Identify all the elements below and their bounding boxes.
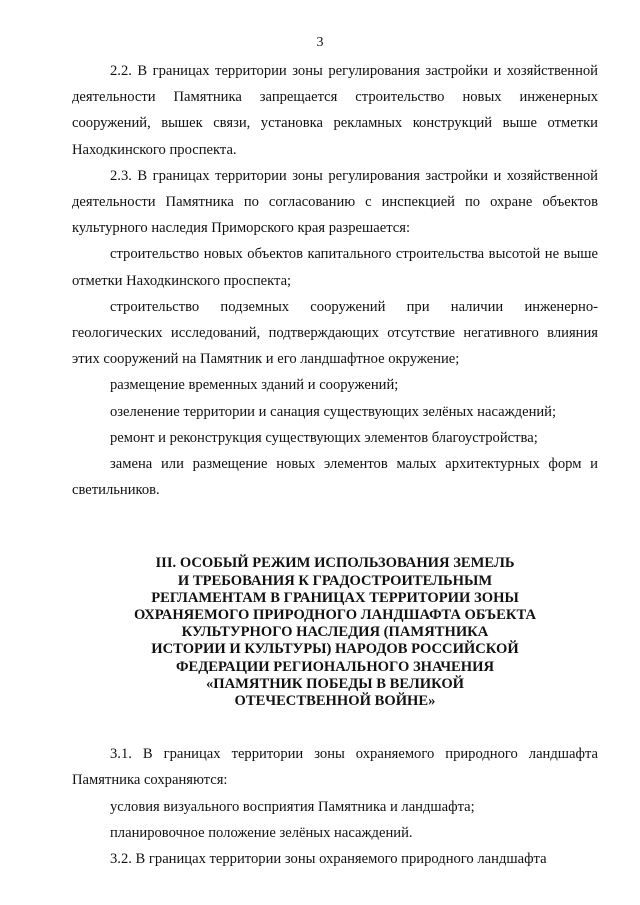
list-item-temporary-buildings: размещение временных зданий и сооружений; <box>110 377 399 394</box>
heading-line: И ТРЕБОВАНИЯ К ГРАДОСТРОИТЕЛЬНЫМ <box>177 572 493 589</box>
paragraph-2-2: 2.2. В границах территории зоны регулирования застройки и хозяйственной деятельности Памятника запрещается строительство новых инженерных сооружений, вышек связи, установка рекламных конструкций выше отметки Находкинского проспекта. <box>72 63 598 158</box>
list-item-underground-structures: строительство подземных сооружений при наличии инженерно-геологических исследований, подтверждающих отсутствие негативного влияния этих сооружений на Памятник и его ландшафтное окружение; <box>72 298 598 368</box>
heading-line: ФЕДЕРАЦИИ РЕГИОНАЛЬНОГО ЗНАЧЕНИЯ <box>175 658 495 675</box>
heading-line: ИСТОРИИ И КУЛЬТУРЫ) НАРОДОВ РОССИЙСКОЙ <box>151 641 519 658</box>
list-item-capital-construction: строительство новых объектов капитального строительства высотой не выше отметки Находкинского проспекта; <box>72 246 598 289</box>
paragraph-2-3: 2.3. В границах территории зоны регулирования застройки и хозяйственной деятельности Памятника по согласованию с инспекцией по охране объектов культурного наследия Приморского края разрешается: <box>72 167 598 237</box>
heading-line: «ПАМЯТНИК ПОБЕДЫ В ВЕЛИКОЙ <box>205 675 465 692</box>
page-number: 3 <box>316 35 324 50</box>
section-3-heading <box>72 555 598 710</box>
list-item-landscaping-repair: ремонт и реконструкция существующих элементов благоустройства; <box>110 429 538 446</box>
list-item-planting-layout: планировочное положение зелёных насаждений. <box>110 824 413 841</box>
heading-line: РЕГЛАМЕНТАМ В ГРАНИЦАХ ТЕРРИТОРИИ ЗОНЫ <box>151 589 519 606</box>
paragraph-3-1: 3.1. В границах территории зоны охраняемого природного ландшафта Памятника сохраняются: <box>72 746 598 789</box>
list-item-architectural-forms: замена или размещение новых элементов малых архитектурных форм и светильников. <box>72 456 598 499</box>
heading-line: III. ОСОБЫЙ РЕЖИМ ИСПОЛЬЗОВАНИЯ ЗЕМЕЛЬ <box>155 555 515 572</box>
heading-line: КУЛЬТУРНОГО НАСЛЕДИЯ (ПАМЯТНИКА <box>181 624 489 641</box>
list-item-visual-perception: условия визуального восприятия Памятника и ландшафта; <box>110 798 475 815</box>
paragraph-3-2: 3.2. В границах территории зоны охраняемого природного ландшафта <box>110 851 547 868</box>
heading-line: ОТЕЧЕСТВЕННОЙ ВОЙНЕ» <box>234 693 436 710</box>
list-item-greening: озеленение территории и санация существующих зелёных насаждений; <box>110 403 557 420</box>
document-body <box>72 58 598 872</box>
heading-line: ОХРАНЯЕМОГО ПРИРОДНОГО ЛАНДШАФТА ОБЪЕКТА <box>133 607 537 624</box>
